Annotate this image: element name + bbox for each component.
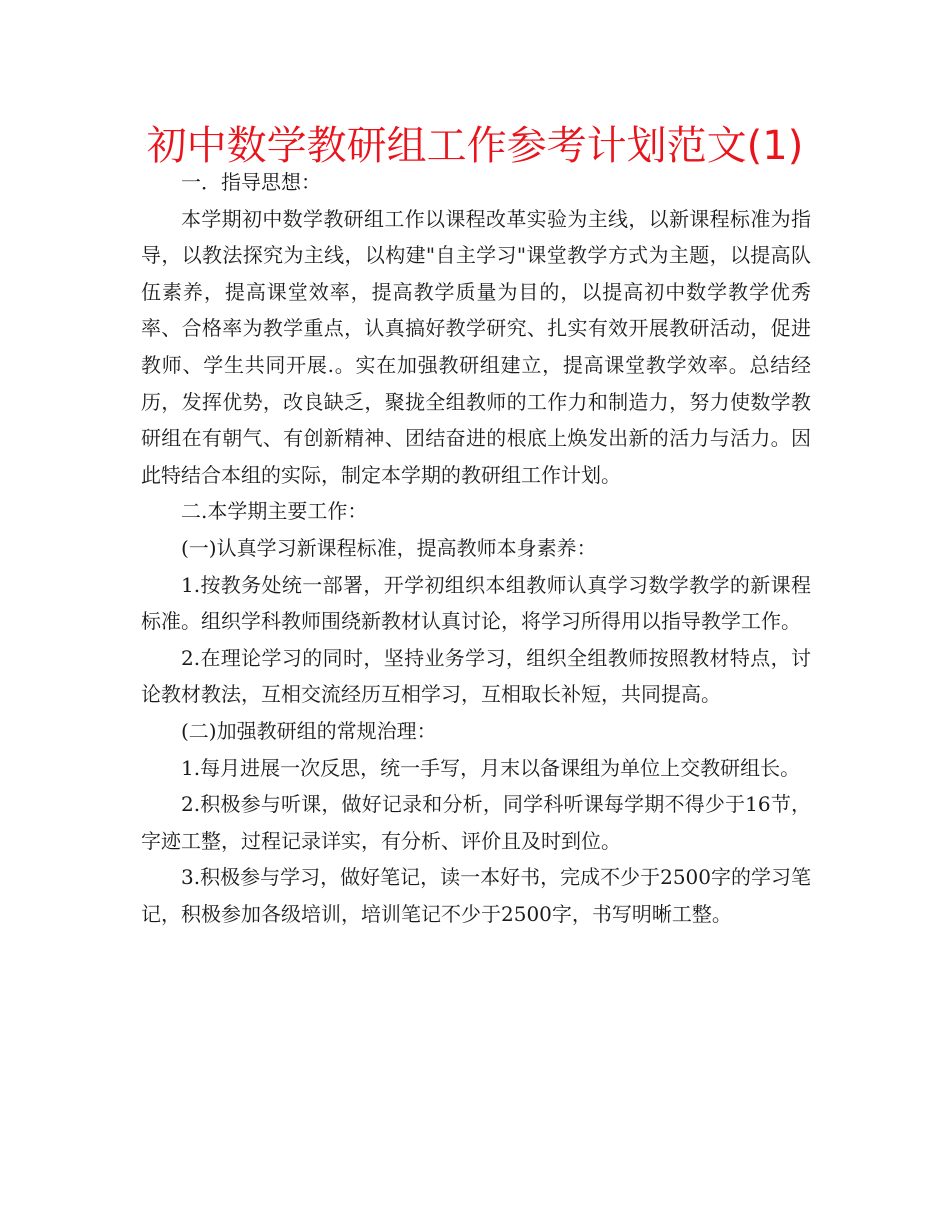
paragraph-item-1: 1.按教务处统一部署，开学初组织本组教师认真学习数学教学的新课程标准。组织学科教师围绕新教材认真讨论，将学习所得用以指导教学工作。: [141, 572, 811, 634]
section-heading-main-work: 二.本学期主要工作：: [181, 499, 368, 524]
section-heading-guiding-ideology: 一．指导思想：: [181, 170, 321, 194]
paragraph-item-1b: 1.每月进展一次反思，统一手写，月末以备课组为单位上交教研组长。: [181, 755, 801, 780]
paragraph-item-2b: 2.积极参与听课，做好记录和分析，同学科听课每学期不得少于16节，字迹工整，过程记录详实，有分析、评价且及时到位。: [141, 792, 811, 853]
subsection-heading-study-standards: (一)认真学习新课程标准，提高教师本身素养：: [181, 535, 597, 560]
document-body: [141, 164, 811, 932]
document-title: 初中数学教研组工作参考计划范文(1): [146, 123, 804, 169]
paragraph-item-3b: 3.积极参与学习，做好笔记，读一本好书，完成不少于2500字的学习笔记，积极参加各级培训，培训笔记不少于2500字，书写明晰工整。: [141, 865, 811, 926]
paragraph-guiding-ideology: 本学期初中数学教研组工作以课程改革实验为主线，以新课程标准为指导，以教法探究为主线，以构建"自主学习"课堂教学方式为主题，以提高队伍素养，提高课堂效率，提高教学质量为目的，以提高初中数学教学优秀率、合格率为教学重点，认真搞好教学研究、扎实有效开展教研活动，促进教师、学生共同开展.。实在加强教研组建立，提高课堂教学效率。总结经历，发挥优势，改良缺乏，聚拢全组教师的工作力和制造力，努力使数学教研组在有朝气、有创新精神、团结奋进的根底上焕发出新的活力与活力。因此特结合本组的实际，制定本学期的教研组工作计划。: [141, 206, 811, 487]
subsection-heading-routine-management: (二)加强教研组的常规治理：: [181, 718, 437, 743]
paragraph-item-2: 2.在理论学习的同时，坚持业务学习，组织全组教师按照教材特点，讨论教材教法，互相交流经历互相学习，互相取长补短，共同提高。: [141, 645, 811, 707]
